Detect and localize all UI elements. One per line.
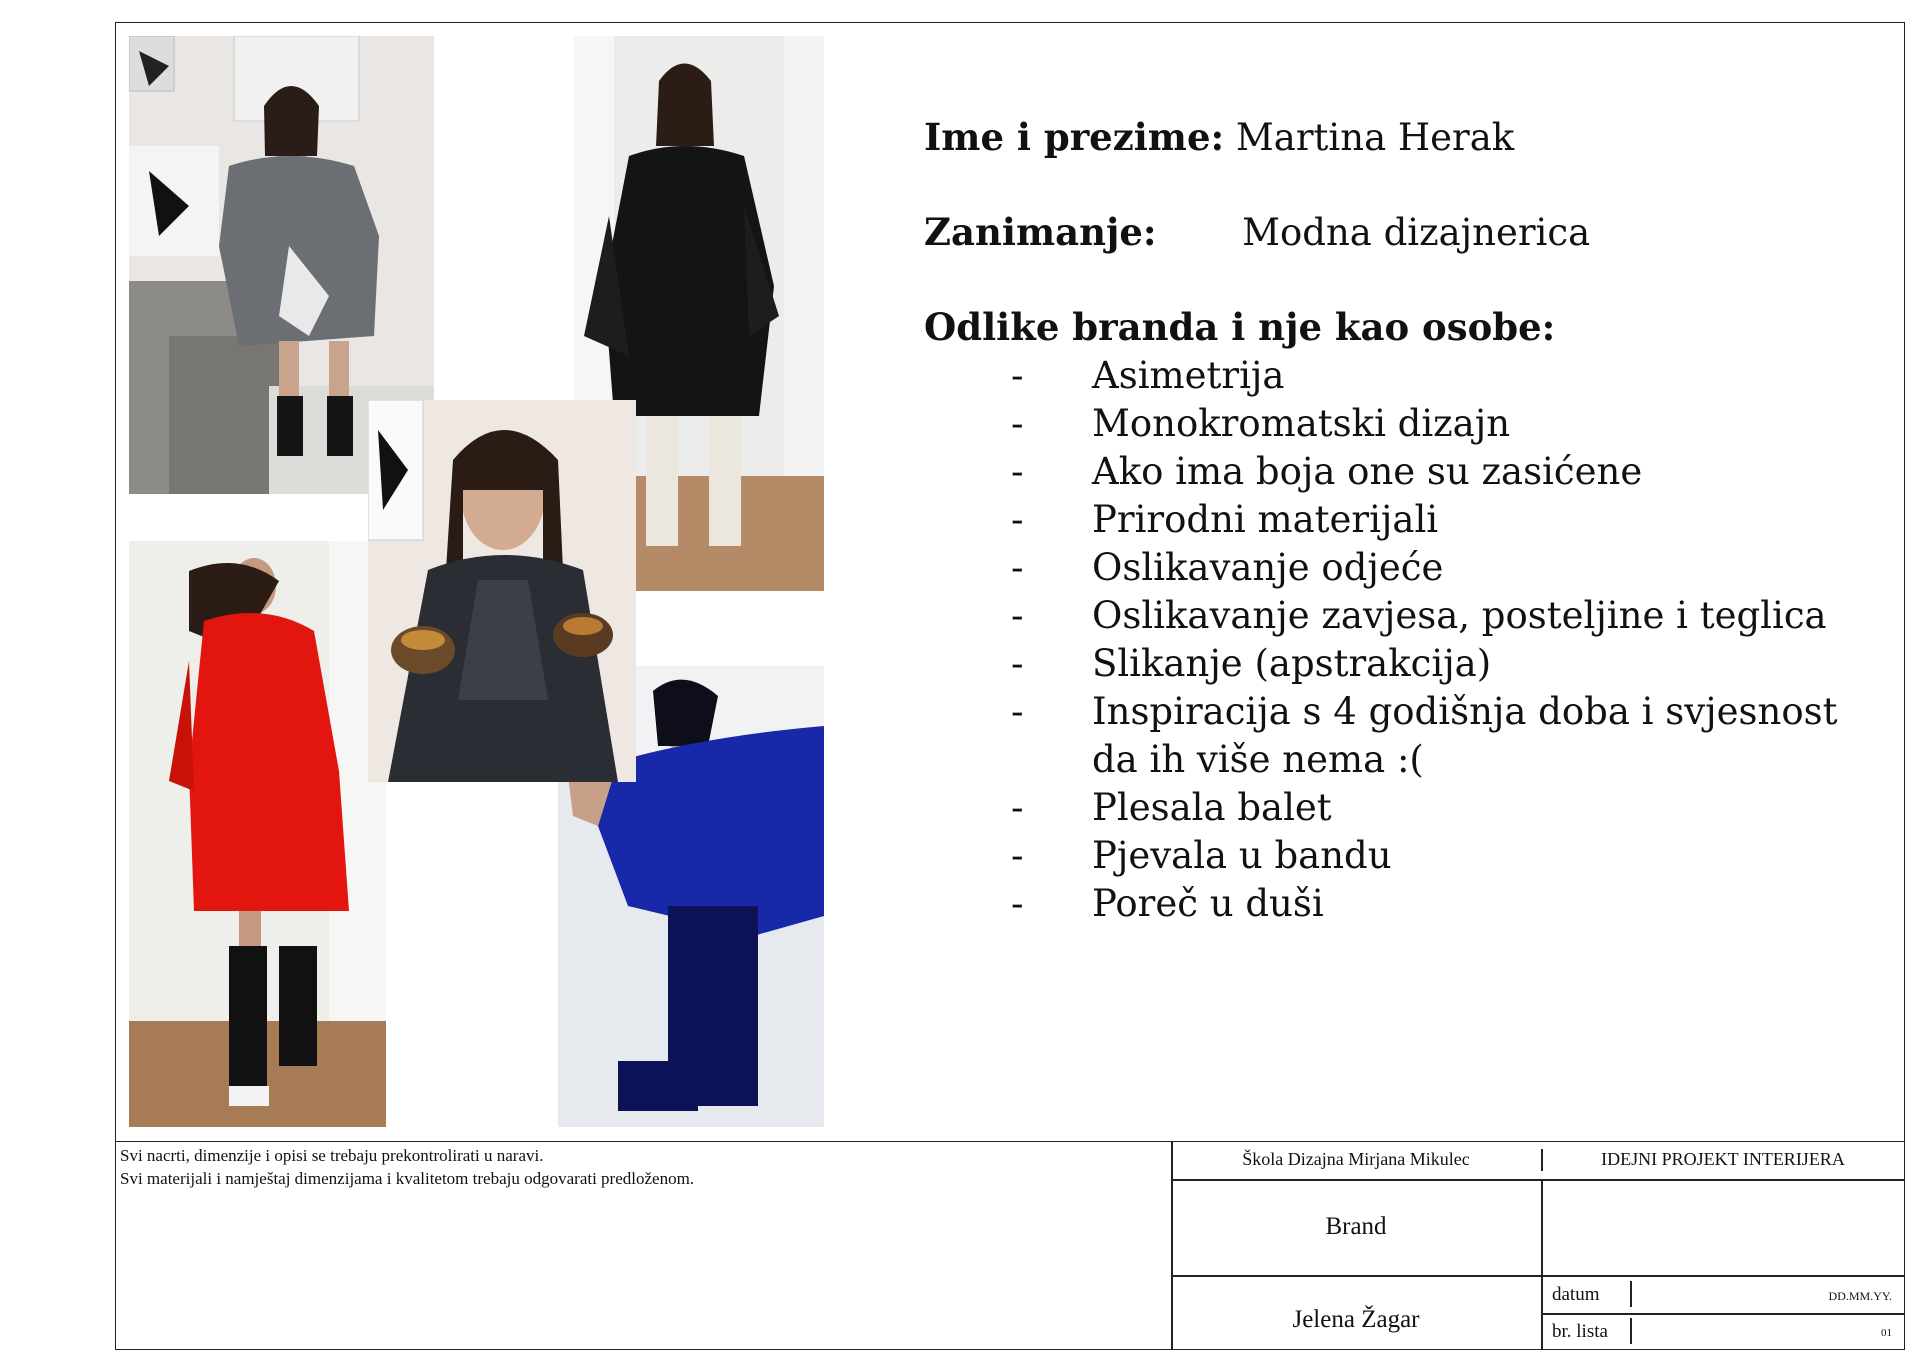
sheet-number-value: 01 (1881, 1327, 1892, 1339)
trait-text: Inspiracija s 4 godišnja doba i svjesnost da ih više nema :( (1092, 690, 1838, 781)
date-value: DD.MM.YY. (1828, 1289, 1892, 1303)
note-line-1: Svi nacrti, dimenzije i opisi se trebaju prekontrolirati u naravi. (120, 1146, 544, 1165)
trait-text: Poreč u duši (1092, 882, 1324, 925)
divider (1630, 1281, 1632, 1307)
occupation-row (924, 208, 1884, 257)
trait-item (924, 688, 1884, 784)
trait-item (924, 640, 1884, 688)
note-line-2: Svi materijali i namještaj dimenzijama i kvalitetom trebaju odgovarati predloženom. (120, 1169, 695, 1188)
trait-text: Oslikavanje odjeće (1092, 546, 1444, 589)
trait-bullet: - (1011, 498, 1024, 541)
trait-bullet: - (1011, 354, 1024, 397)
traits-heading (924, 303, 1884, 352)
name-row (924, 113, 1884, 162)
author-name: Jelena Žagar (1292, 1306, 1420, 1333)
project-type: IDEJNI PROJEKT INTERIJERA (1601, 1149, 1845, 1169)
disclaimer-note (120, 1144, 694, 1190)
divider (1630, 1318, 1632, 1344)
trait-text: Monokromatski dizajn (1092, 402, 1511, 445)
date-label: datum (1552, 1284, 1600, 1305)
traits-list (924, 352, 1884, 928)
traits-heading-text: Odlike branda i nje kao osobe: (924, 305, 1556, 349)
photo-red-dress (129, 541, 386, 1127)
trait-bullet: - (1011, 882, 1024, 925)
trait-item (924, 880, 1884, 928)
trait-bullet: - (1011, 834, 1024, 877)
trait-item (924, 400, 1884, 448)
trait-bullet: - (1011, 786, 1024, 829)
trait-text: Plesala balet (1092, 786, 1332, 829)
trait-text: Asimetrija (1092, 354, 1285, 397)
trait-bullet: - (1011, 594, 1024, 637)
trait-item (924, 592, 1884, 640)
trait-bullet: - (1011, 642, 1024, 685)
trait-text: Slikanje (apstrakcija) (1092, 642, 1492, 685)
sheet-title: Brand (1325, 1213, 1387, 1240)
trait-text: Prirodni materijali (1092, 498, 1439, 541)
trait-bullet: - (1011, 690, 1024, 733)
sheet-number-label: br. lista (1552, 1321, 1608, 1342)
brand-profile (924, 113, 1884, 928)
occupation-value: Modna dizajnerica (1242, 211, 1591, 254)
trait-text: Ako ima boja one su zasićene (1092, 450, 1643, 493)
photo-portrait-jars (368, 400, 636, 782)
divider (1541, 1179, 1543, 1350)
trait-bullet: - (1011, 450, 1024, 493)
trait-item (924, 352, 1884, 400)
school-name: Škola Dizajna Mirjana Mikulec (1242, 1149, 1470, 1169)
trait-item (924, 544, 1884, 592)
name-value: Martina Herak (1235, 116, 1515, 159)
trait-bullet: - (1011, 402, 1024, 445)
trait-item (924, 496, 1884, 544)
trait-bullet: - (1011, 546, 1024, 589)
drawing-sheet (115, 22, 1905, 1350)
trait-item (924, 832, 1884, 880)
occupation-label: Zanimanje: (924, 210, 1157, 254)
name-label: Ime i prezime: (924, 115, 1225, 159)
title-block (116, 1141, 1904, 1349)
trait-item (924, 784, 1884, 832)
trait-text: Pjevala u bandu (1092, 834, 1392, 877)
trait-text: Oslikavanje zavjesa, posteljine i teglica (1092, 594, 1827, 637)
trait-item (924, 448, 1884, 496)
